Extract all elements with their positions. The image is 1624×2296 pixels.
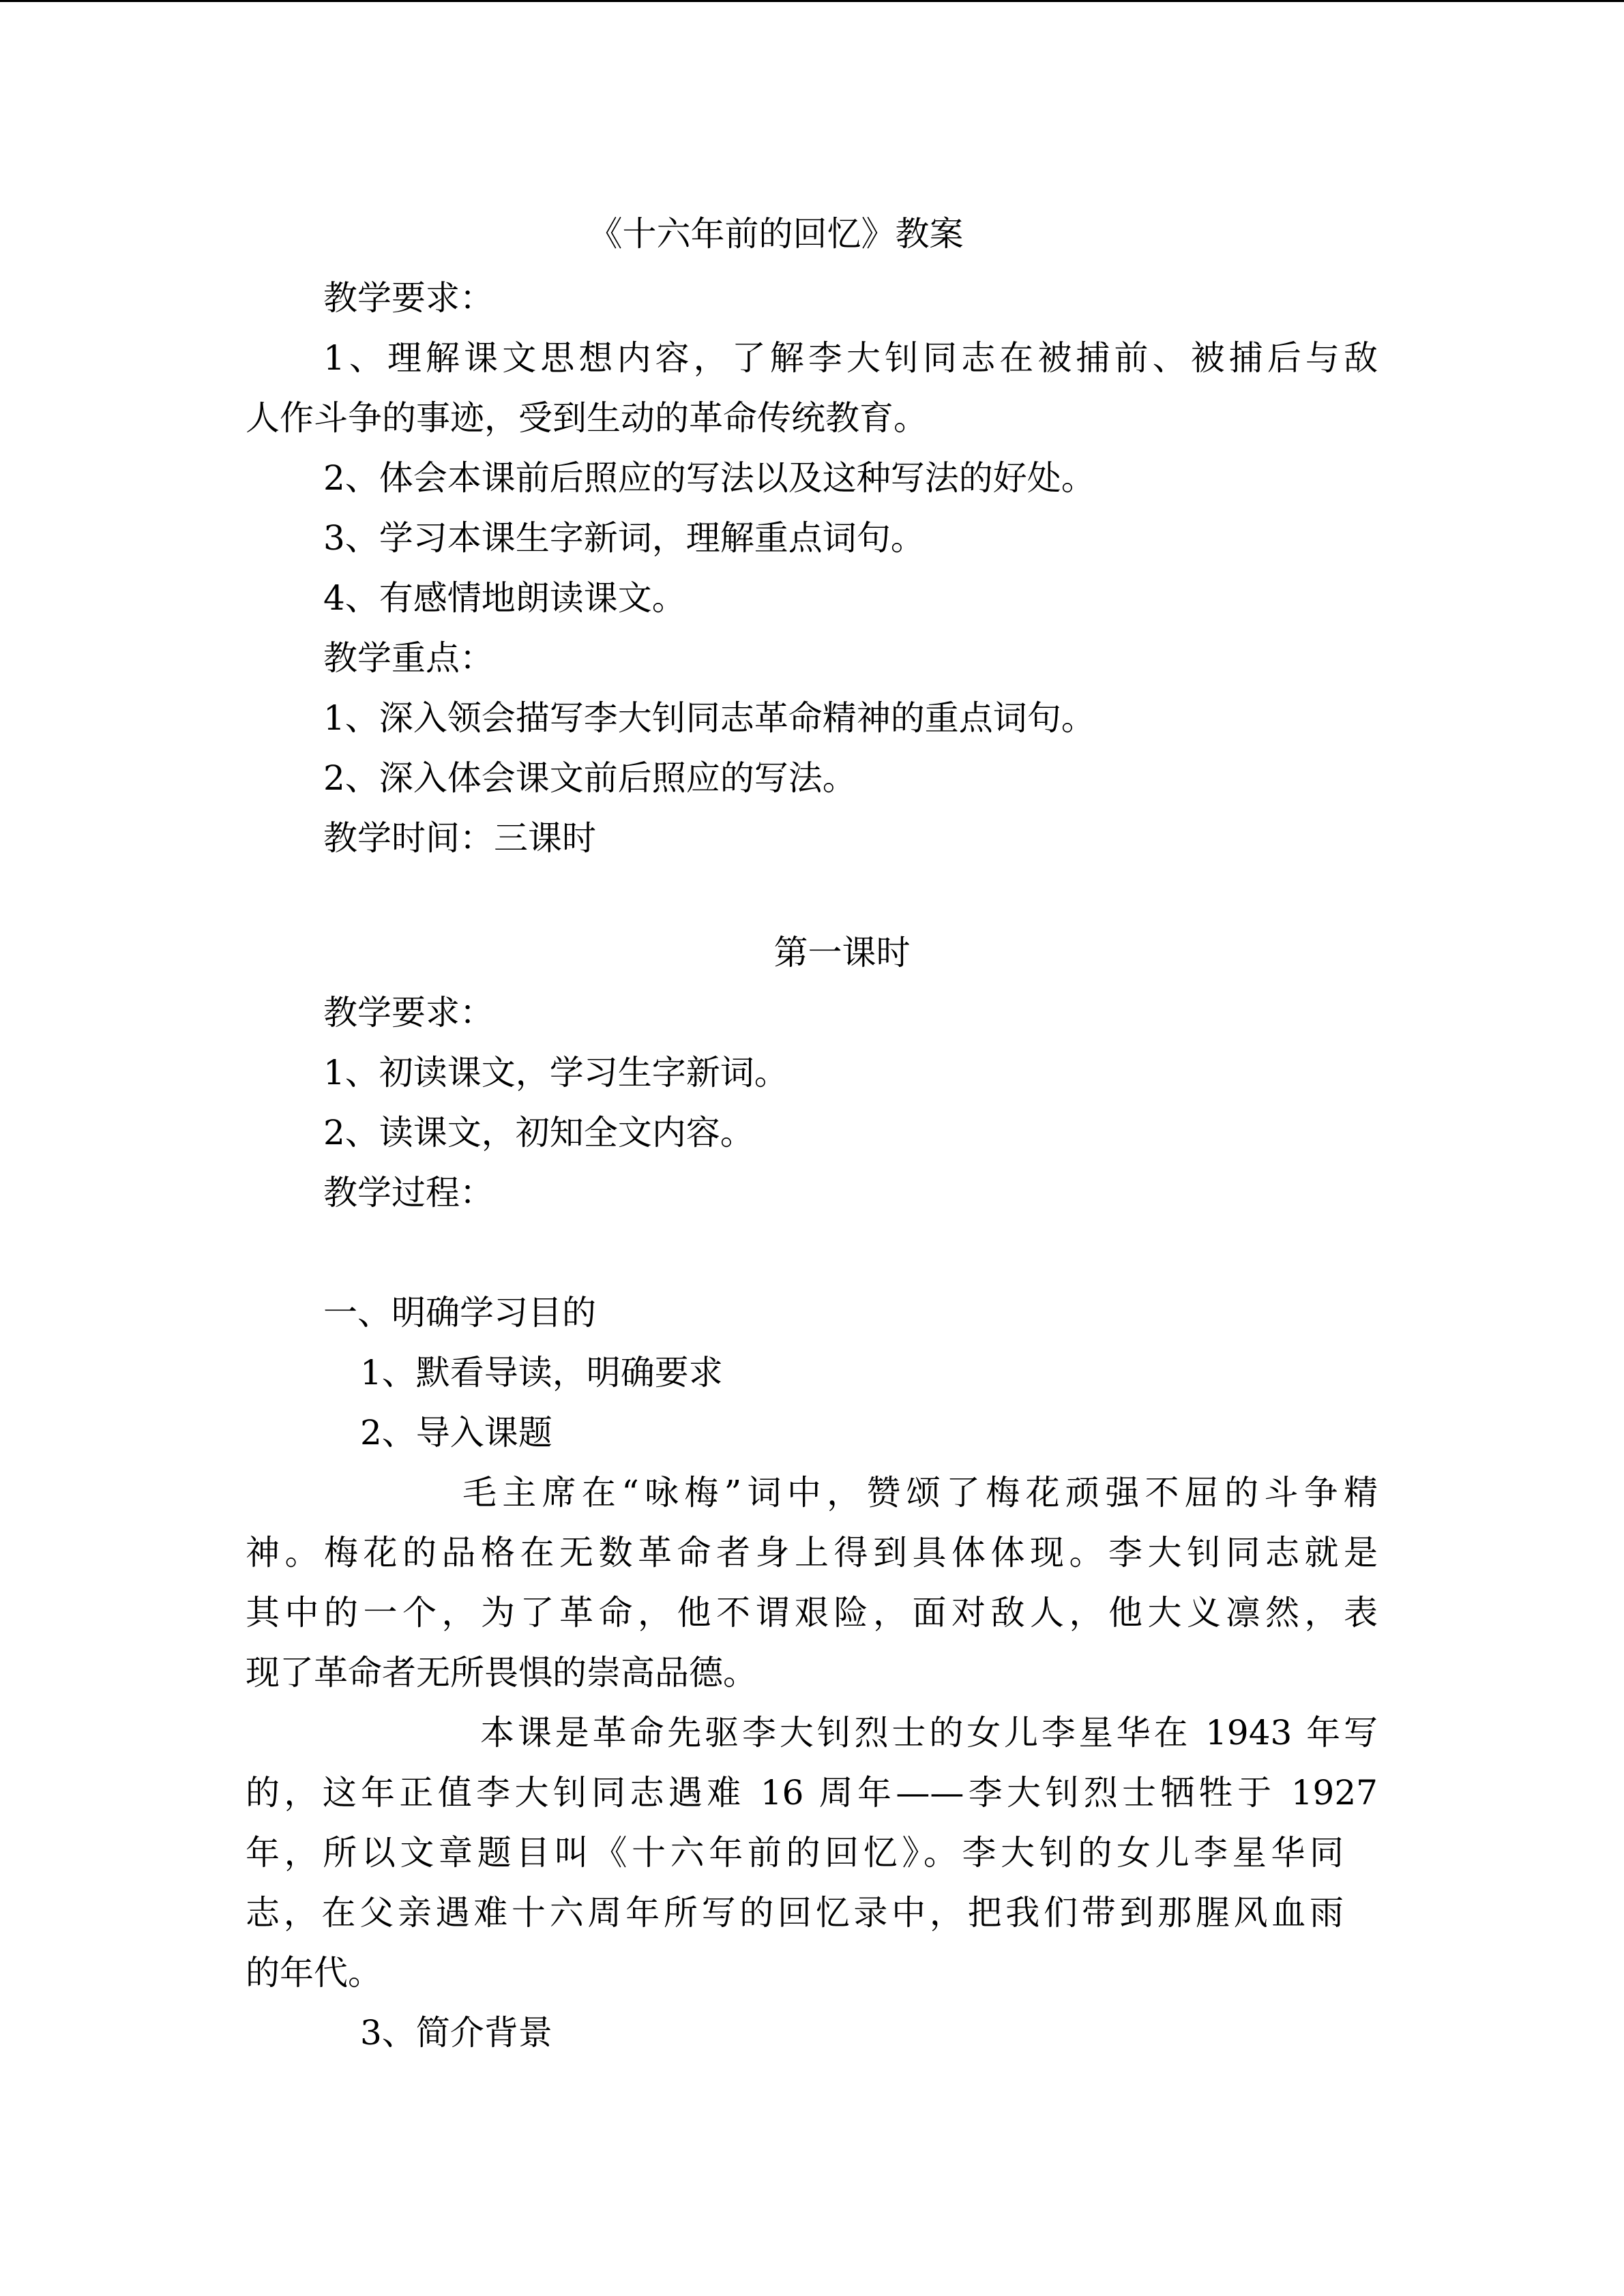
part-1-item-2: 2、导入课题: [360, 1413, 552, 1452]
requirement-1: 1、理解课文思想内容，了解李大钊同志在被捕前、被捕后与敌 人作斗争的事迹，受到生动的革命传统教育。: [246, 338, 1378, 438]
lesson-1-title: 第一课时: [773, 933, 911, 972]
requirement-2: 2、体会本课前后照应的写法以及这种写法的好处。: [323, 458, 1095, 498]
intro-paragraph: 毛主席在“咏梅”词中，赞颂了梅花顽强不屈的斗争精 神。梅花的品格在无数革命者身上得到具体体现。李大钊同志就是 其中的一个，为了革命，他不谓艰险，面对敌人，他大义凛然，表 现了革命者无所畏惧的崇高品德。: [246, 1473, 1378, 1693]
requirement-3: 3、学习本课生字新词，理解重点词句。: [323, 518, 925, 558]
part-1-item-1: 1、默看导读，明确要求: [360, 1353, 723, 1392]
teaching-requirements-heading: 教学要求：: [323, 278, 494, 318]
document-title: 《十六年前的回忆》教案: [588, 214, 964, 254]
part-1-item-3: 3、简介背景: [360, 2013, 552, 2053]
requirement-4: 4、有感情地朗读课文。: [323, 578, 686, 618]
teaching-time: 教学时间：三课时: [323, 818, 596, 858]
teaching-process-heading: 教学过程：: [323, 1173, 494, 1212]
background-paragraph: 本课是革命先驱李大钊烈士的女儿李星华在 1943 年写 的，这年正值李大钊同志遇难 16 周年——李大钊烈士牺牲于 1927 年，所以文章题目叫《十六年前的回忆》。李大钊的女儿李星华同 志，在父亲遇难十六周年所写的回忆录中，把我们带到那腥风血雨 的年代。: [246, 1713, 1378, 1993]
lesson-1-requirements-heading: 教学要求：: [323, 993, 494, 1032]
part-1-heading: 一、明确学习目的: [323, 1293, 596, 1332]
focus-2: 2、深入体会课文前后照应的写法。: [323, 758, 857, 798]
teaching-focus-heading: 教学重点：: [323, 638, 494, 678]
focus-1: 1、深入领会描写李大钊同志革命精神的重点词句。: [323, 698, 1095, 738]
lesson-1-requirement-2: 2、读课文，初知全文内容。: [323, 1113, 754, 1152]
lesson-1-requirement-1: 1、初读课文，学习生字新词。: [323, 1053, 788, 1092]
